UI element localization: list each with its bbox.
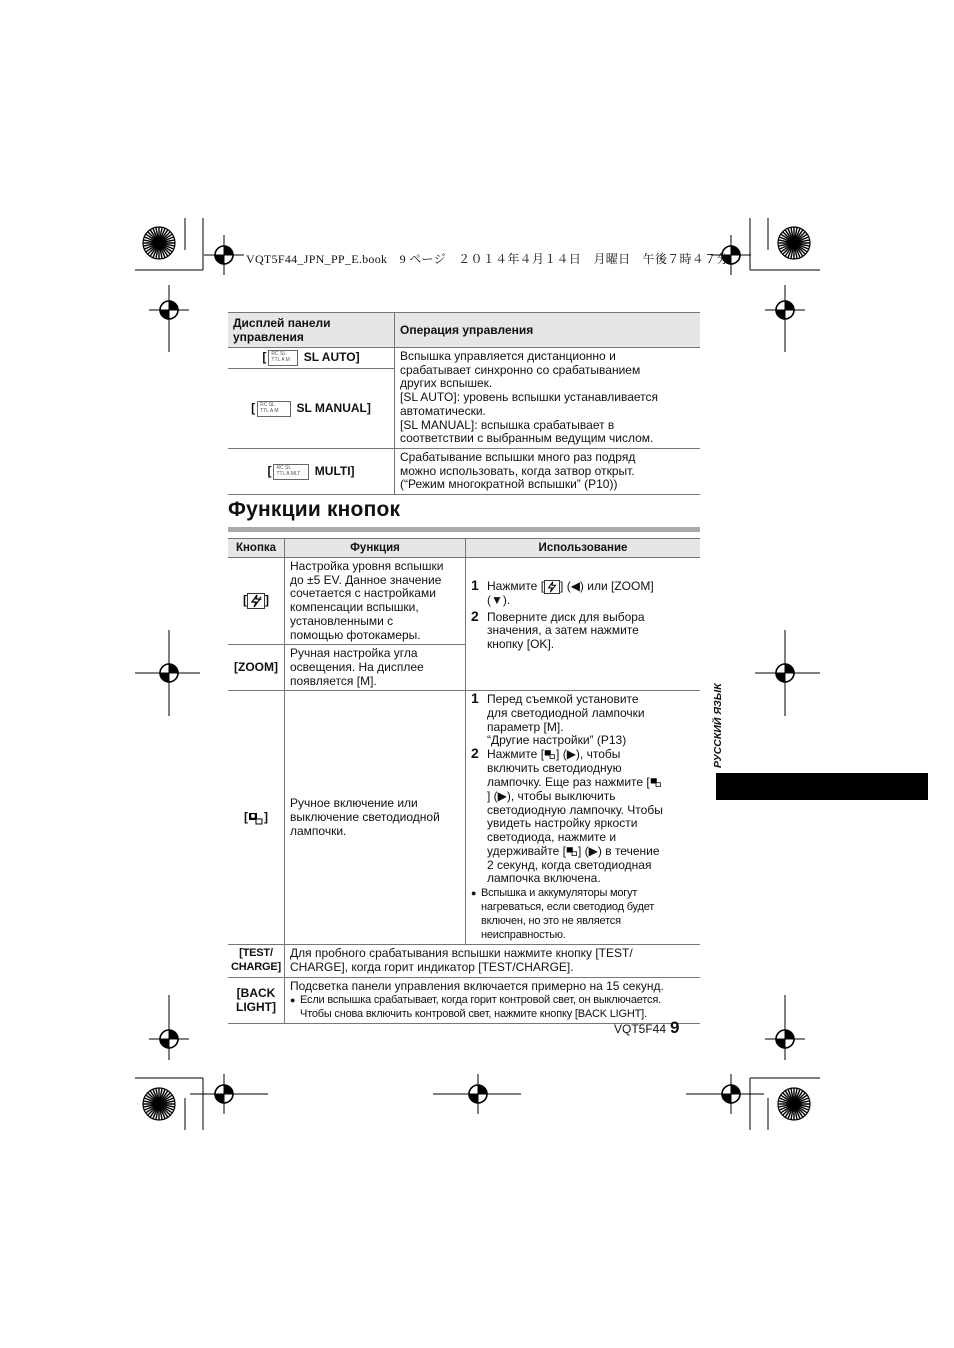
print-header: VQT5F44_JPN_PP_E.book 9 ページ ２０１４年４月１４日 月曜日 午後７時４７分 bbox=[246, 252, 729, 266]
text-line: параметр [M]. bbox=[487, 719, 564, 734]
text-line: (▼). bbox=[487, 593, 511, 607]
text-line: ● Если вспышка срабатывает, когда горит контровой свет, он выключается. bbox=[300, 994, 661, 1007]
text-line: можно использовать, когда затвор открыт. bbox=[400, 463, 635, 478]
text-line: Перед съемкой установите bbox=[487, 692, 639, 707]
row-label: SL AUTO bbox=[303, 350, 356, 365]
text-line: соответствии с выбранным ведущим числом. bbox=[400, 431, 654, 446]
button-flash-comp: [ ± ] bbox=[228, 558, 285, 645]
usage-step-2 bbox=[471, 607, 695, 652]
text-line: значения, а затем нажмите bbox=[487, 623, 639, 638]
text-line: неисправностью. bbox=[481, 929, 566, 942]
table-header-operation: Операция управления bbox=[395, 313, 701, 348]
step-number: 2 bbox=[471, 607, 479, 624]
text-line: Нажмите [ bbox=[487, 579, 545, 594]
text-line: кнопку [OK]. bbox=[487, 637, 555, 652]
text-line: Срабатывание вспышки много раз подряд bbox=[400, 450, 636, 464]
step-number: 2 bbox=[471, 745, 479, 762]
text-line: сочетается с настройками bbox=[290, 586, 436, 601]
led-light-icon bbox=[566, 845, 578, 859]
led-light-icon bbox=[248, 811, 264, 825]
rc-sl-auto-icon: RC SL TTL A M bbox=[268, 350, 298, 366]
text-line: [BACK bbox=[236, 985, 276, 1000]
text-line: до ±5 EV. Данное значение bbox=[290, 572, 442, 587]
text-line: для светодиодной лампочки bbox=[487, 706, 645, 721]
text-line: Подсветка панели управления включается примерно на 15 секунд. bbox=[290, 978, 664, 993]
text-line: включить светодиодную bbox=[487, 761, 622, 776]
usage-step-2 bbox=[471, 745, 695, 886]
text-line: 2 секунд, когда светодиодная bbox=[487, 857, 652, 872]
led-light-icon bbox=[650, 776, 662, 790]
function-test-charge bbox=[285, 945, 701, 977]
function-back-light bbox=[285, 977, 701, 1024]
col-usage: Использование bbox=[466, 539, 701, 558]
svg-text:±: ± bbox=[259, 596, 262, 603]
row-sl-auto: [ RC SL TTL A M SL AUTO] bbox=[228, 348, 395, 369]
rc-multi-icon: RC SL TTL A MLT bbox=[273, 464, 309, 480]
col-button: Кнопка bbox=[228, 539, 285, 558]
text-line: [TEST/ bbox=[239, 947, 273, 960]
page-footer bbox=[614, 1018, 680, 1038]
function-led bbox=[285, 691, 466, 945]
led-note bbox=[471, 886, 695, 942]
row-multi: [ RC SL TTL A MLT MULTI] bbox=[228, 449, 395, 495]
control-panel-table bbox=[228, 312, 700, 495]
text-line: помощью фотокамеры. bbox=[290, 627, 421, 642]
usage-led bbox=[466, 691, 701, 945]
flash-compensation-icon bbox=[247, 593, 265, 609]
text-line: лампочки. bbox=[290, 823, 347, 838]
text-line: ● Вспышка и аккумуляторы могут bbox=[481, 887, 638, 900]
language-tab bbox=[716, 773, 928, 800]
row-label: MULTI bbox=[314, 463, 351, 478]
text-line: нагреваться, если светодиод будет bbox=[481, 901, 655, 914]
text-line: освещения. На дисплее bbox=[290, 659, 424, 674]
row-label: SL MANUAL bbox=[296, 400, 367, 415]
text-line: включен, но это не является bbox=[481, 915, 621, 928]
text-line: светодиода, нажмите и bbox=[487, 829, 617, 844]
step-number: 1 bbox=[471, 577, 479, 593]
text-line: Ручное включение или bbox=[290, 796, 418, 811]
button-led: [ ] bbox=[228, 691, 285, 945]
section-rule bbox=[228, 527, 700, 532]
usage-step-1 bbox=[471, 577, 695, 608]
rc-sl-manual-icon: RC SL TTL A M bbox=[257, 401, 291, 417]
text-line: Нажмите [ bbox=[487, 747, 545, 762]
text-line: лампочку. Еще раз нажмите [ bbox=[487, 775, 650, 790]
desc-multi bbox=[395, 449, 701, 495]
text-line: ] (▶) в течение bbox=[578, 843, 660, 858]
section-title: Функции кнопок bbox=[228, 498, 401, 521]
text-line: лампочка включена. bbox=[487, 871, 601, 886]
text-line: [SL AUTO]: уровень вспышки устанавливается bbox=[400, 390, 659, 405]
flash-compensation-icon bbox=[544, 580, 560, 594]
button-back-light bbox=[228, 977, 285, 1024]
function-flash-comp bbox=[285, 558, 466, 645]
text-line: Вспышка управляется дистанционно и bbox=[400, 349, 616, 364]
function-zoom bbox=[285, 645, 466, 691]
usage-step-1 bbox=[471, 690, 695, 748]
text-line: срабатывает синхронно со срабатыванием bbox=[400, 362, 641, 377]
text-line: “Другие настройки” (P13) bbox=[487, 733, 627, 748]
col-function: Функция bbox=[285, 539, 466, 558]
text-line: компенсации вспышки, bbox=[290, 600, 419, 615]
button-functions-table bbox=[228, 538, 700, 1024]
text-line: (“Режим многократной вспышки” (P10)) bbox=[400, 477, 618, 492]
step-number: 1 bbox=[471, 690, 479, 707]
text-line: других вспышек. bbox=[400, 376, 493, 391]
text-line: Ручная настройка угла bbox=[290, 646, 418, 661]
button-test-charge bbox=[228, 945, 285, 977]
text-line: LIGHT] bbox=[236, 999, 276, 1014]
row-sl-manual: [ RC SL TTL A M SL MANUAL] bbox=[228, 369, 395, 449]
text-line: ] (▶), чтобы выключить bbox=[487, 788, 616, 803]
text-line: Для пробного срабатывания вспышки нажмите кнопку [TEST/ bbox=[290, 946, 633, 961]
text-line: Чтобы снова включить контровой свет, нажмите кнопку [BACK LIGHT]. bbox=[300, 1008, 647, 1021]
document-code: VQT5F44 bbox=[614, 1022, 667, 1036]
text-line: ] (◀) или [ZOOM] bbox=[560, 579, 654, 594]
text-line: светодиодную лампочку. Чтобы bbox=[487, 802, 663, 817]
text-line: CHARGE], когда горит индикатор [TEST/CHARGE]. bbox=[290, 960, 574, 975]
text-line: удерживайте [ bbox=[487, 843, 567, 858]
text-line: CHARGE] bbox=[231, 961, 281, 974]
page-number: 9 bbox=[670, 1018, 680, 1037]
text-line: Поверните диск для выбора bbox=[487, 609, 645, 624]
text-line: ] (▶), чтобы bbox=[556, 747, 621, 762]
text-line: автоматически. bbox=[400, 403, 486, 418]
button-zoom: [ZOOM] bbox=[228, 645, 285, 691]
table-header-display: Дисплей панели управления bbox=[228, 313, 395, 348]
text-line: увидеть настройку яркости bbox=[487, 816, 638, 831]
desc-sl bbox=[395, 348, 701, 449]
led-light-icon bbox=[544, 748, 556, 762]
text-line: [SL MANUAL]: вспышка срабатывает в bbox=[400, 417, 615, 432]
text-line: появляется [M]. bbox=[290, 673, 377, 688]
text-line: Настройка уровня вспышки bbox=[290, 559, 444, 573]
usage-flash-zoom bbox=[466, 558, 701, 691]
text-line: выключение светодиодной bbox=[290, 809, 440, 824]
language-tab-label: РУССКИЙ ЯЗЫК bbox=[712, 683, 724, 768]
text-line: установленными с bbox=[290, 613, 394, 628]
